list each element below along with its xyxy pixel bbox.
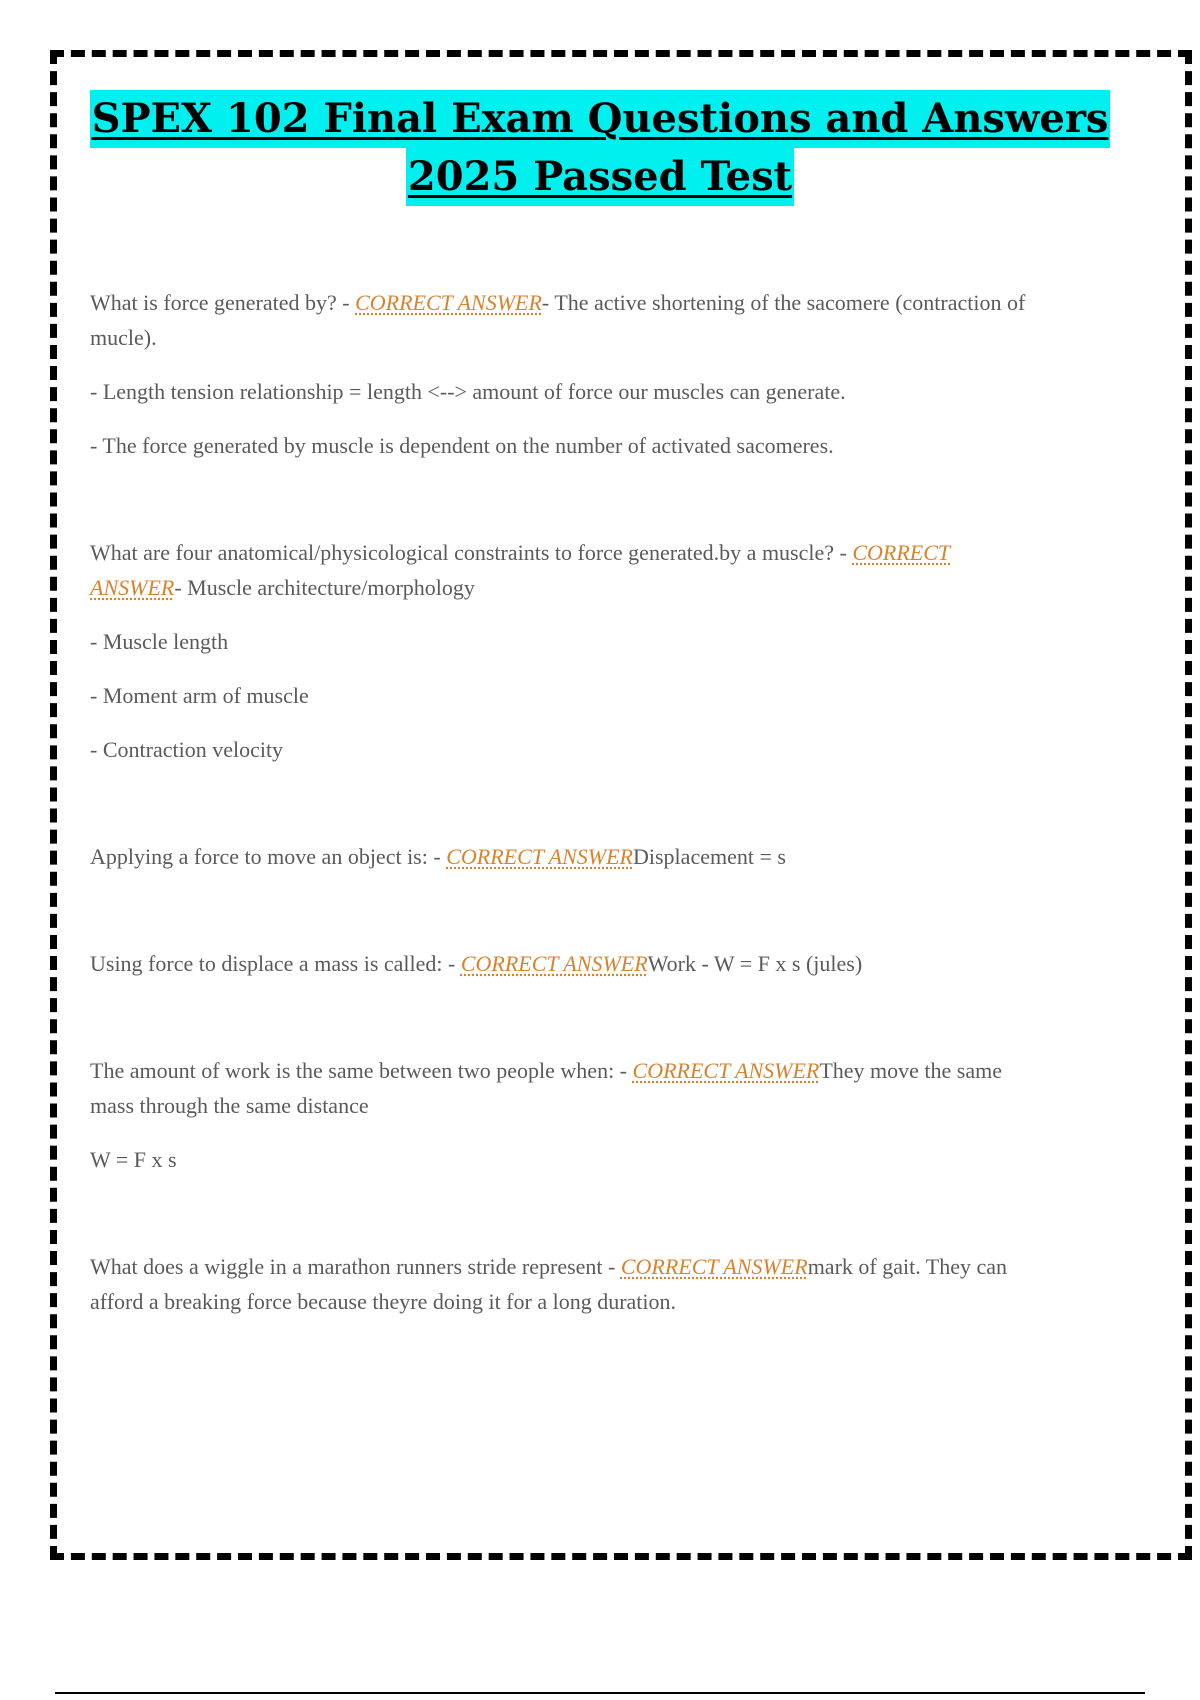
answer-extra-line: W = F x s bbox=[90, 1147, 177, 1172]
answer-extra-line: - Moment arm of muscle bbox=[90, 683, 309, 708]
answer-text: They move the same mass through the same distance bbox=[90, 1058, 1002, 1118]
answer-text: - The active shortening of the sacomere (contraction of mucle). bbox=[90, 290, 1026, 350]
answer-text: - Muscle architecture/morphology bbox=[174, 575, 475, 600]
qa-question-paragraph bbox=[90, 535, 1040, 605]
qa-question-paragraph bbox=[90, 839, 1040, 874]
qa-item bbox=[90, 1249, 1040, 1319]
qa-question-paragraph bbox=[90, 946, 1040, 981]
qa-item bbox=[90, 839, 1040, 874]
question-text: What are four anatomical/physicological constraints to force generated.by a muscle? - bbox=[90, 540, 853, 565]
qa-item bbox=[90, 946, 1040, 981]
answer-text: mark of gait. They can afford a breaking force because theyre doing it for a long duration. bbox=[90, 1254, 1008, 1314]
answer-extra-line: - Muscle length bbox=[90, 629, 229, 654]
answer-extra-line: - Contraction velocity bbox=[90, 737, 284, 762]
question-text: Using force to displace a mass is called: - bbox=[90, 951, 461, 976]
document-title bbox=[0, 90, 1200, 206]
correct-answer-label: CORRECT ANSWER bbox=[446, 844, 633, 869]
correct-answer-label: CORRECT ANSWER bbox=[632, 1058, 820, 1083]
correct-answer-label: CORRECT ANSWER bbox=[620, 1254, 808, 1279]
qa-content bbox=[90, 285, 1040, 1391]
answer-extra-line: - The force generated by muscle is dependent on the number of activated sacomeres. bbox=[90, 433, 834, 458]
question-text: What does a wiggle in a marathon runners stride represent - bbox=[90, 1254, 621, 1279]
question-text: Applying a force to move an object is: - bbox=[90, 844, 447, 869]
qa-question-paragraph bbox=[90, 1053, 1040, 1123]
answer-text: Work - W = F x s (jules) bbox=[647, 951, 863, 976]
qa-question-paragraph bbox=[90, 285, 1040, 355]
footer-rule bbox=[55, 1692, 1145, 1694]
qa-item bbox=[90, 285, 1040, 463]
qa-item bbox=[90, 535, 1040, 767]
title-line-2: 2025 Passed Test bbox=[406, 148, 794, 206]
qa-question-paragraph bbox=[90, 1249, 1040, 1319]
answer-extra-line: - Length tension relationship = length <--> amount of force our muscles can generate. bbox=[90, 379, 846, 404]
question-text: What is force generated by? - bbox=[90, 290, 356, 315]
answer-text: Displacement = s bbox=[633, 844, 786, 869]
correct-answer-label: CORRECT ANSWER bbox=[460, 951, 648, 976]
correct-answer-label: CORRECT ANSWER bbox=[355, 290, 542, 315]
qa-item bbox=[90, 1053, 1040, 1177]
title-line-1: SPEX 102 Final Exam Questions and Answers bbox=[90, 90, 1111, 148]
correct-answer-label: CORRECT ANSWER bbox=[90, 540, 951, 600]
question-text: The amount of work is the same between two people when: - bbox=[90, 1058, 633, 1083]
